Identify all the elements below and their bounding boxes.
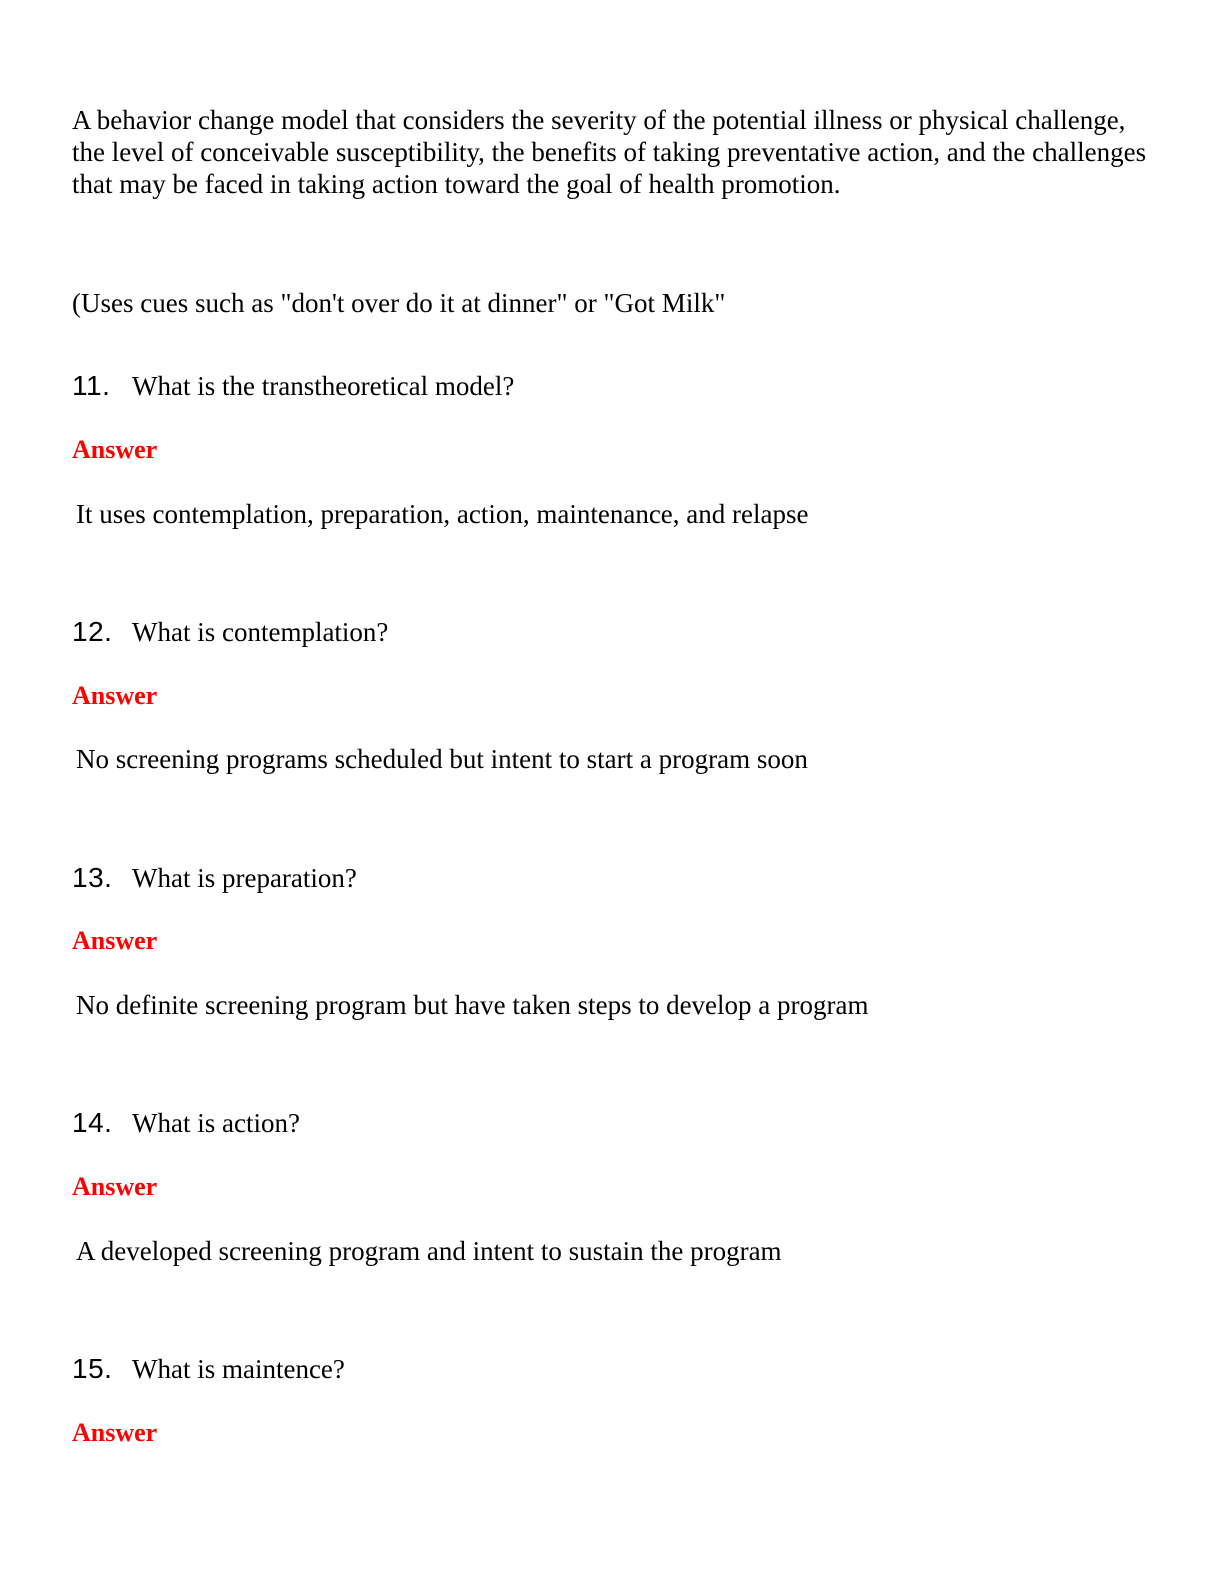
answer-text: It uses contemplation, preparation, action, maintenance, and relapse: [76, 499, 809, 529]
question-12: [72, 616, 388, 648]
answer-label: Answer: [72, 1418, 158, 1447]
question-number: 11.: [72, 370, 111, 401]
question-number: 14.: [72, 1107, 113, 1138]
question-15: [72, 1353, 345, 1385]
question-number: 12.: [72, 616, 113, 647]
question-text: What is action?: [132, 1108, 300, 1138]
question-text: What is maintence?: [132, 1354, 345, 1384]
question-number: 15.: [72, 1353, 113, 1384]
intro-paragraph: A behavior change model that considers the severity of the potential illness or physical challenge, the level of conceivable susceptibility, the benefits of taking preventative action, and the challenges that may be faced in taking action toward the goal of health promotion.: [72, 105, 1147, 199]
question-text: What is the transtheoretical model?: [132, 371, 515, 401]
question-number: 13.: [72, 862, 113, 893]
question-text: What is contemplation?: [132, 617, 389, 647]
question-13: [72, 862, 357, 894]
answer-label: Answer: [72, 926, 158, 955]
answer-label: Answer: [72, 435, 158, 464]
question-14: [72, 1107, 300, 1139]
question-11: [72, 370, 514, 402]
cue-example-text: (Uses cues such as "don't over do it at dinner" or "Got Milk": [72, 288, 726, 318]
answer-text: A developed screening program and intent to sustain the program: [76, 1236, 782, 1266]
answer-label: Answer: [72, 1172, 158, 1201]
answer-text: No definite screening program but have taken steps to develop a program: [76, 990, 869, 1020]
answer-text: No screening programs scheduled but intent to start a program soon: [76, 744, 808, 774]
answer-label: Answer: [72, 681, 158, 710]
question-text: What is preparation?: [132, 863, 357, 893]
